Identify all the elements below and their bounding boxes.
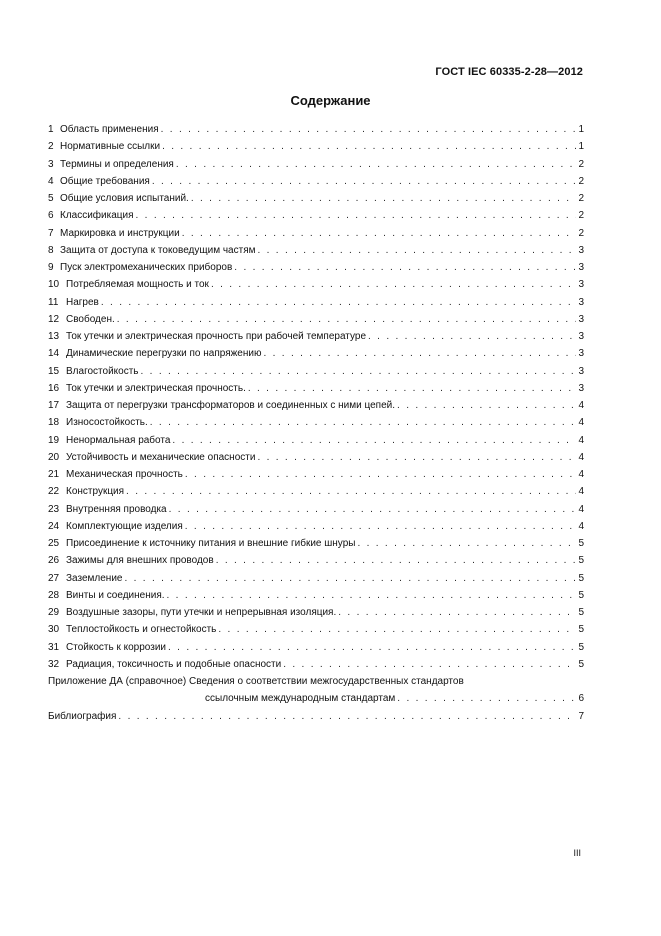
leader-dots [248,380,577,397]
toc-entry-number: 11 [48,296,59,308]
toc-entry-label [48,345,261,362]
toc-entry-label [48,259,232,276]
leader-dots [169,501,577,518]
toc-entry-text: Термины и определения [60,158,174,170]
toc-entry-page-number: 1 [578,124,584,135]
toc-entry-text: Стойкость к коррозии [66,641,166,653]
toc-entry-label [48,656,281,673]
page-number-footer: III [573,848,581,858]
table-of-contents [48,121,584,725]
toc-entry[interactable] [48,432,584,449]
toc-entry-page-number: 5 [578,555,584,567]
leader-dots [185,466,577,483]
toc-entry[interactable] [48,483,584,500]
toc-entry-text: Присоединение к источнику питания и внешние гибкие шнуры [66,538,356,549]
toc-entry-text: Влагостойкость [66,365,139,377]
toc-entry-number: 9 [48,262,54,273]
toc-entry-text: Общие условия испытаний. [60,193,189,204]
toc-entry-page-number: 4 [578,400,584,411]
toc-entry-text: Потребляемая мощность и ток [66,279,209,291]
toc-entry-text: Нагрев [66,296,99,308]
toc-entry-text: Зажимы для внешних проводов [66,555,214,567]
leader-dots [397,690,576,707]
toc-entry[interactable] [48,363,584,380]
toc-entry-page-number: 3 [578,279,584,291]
annex-page-number: 6 [578,693,584,705]
toc-entry-label [48,156,174,173]
toc-entry[interactable] [48,552,584,569]
toc-entry[interactable] [48,173,584,190]
toc-entry-label [48,432,170,449]
toc-entry-number: 1 [48,124,54,135]
toc-entry-page-number: 3 [578,296,584,308]
toc-entry-label [48,466,183,483]
toc-entry[interactable] [48,156,584,173]
toc-entry-number: 17 [48,400,60,411]
toc-entry-number: 25 [48,538,60,549]
leader-dots [152,173,577,190]
toc-entry-page-number: 2 [578,175,584,187]
toc-entry-label [48,535,355,552]
toc-entry[interactable] [48,397,584,414]
toc-entry-label [48,328,366,345]
toc-entry-label [48,311,115,328]
leader-dots [168,639,576,656]
toc-entry-number: 27 [48,572,60,584]
toc-entry-number: 14 [48,348,60,360]
toc-entry-label [48,570,122,587]
toc-entry-page-number: 3 [578,382,584,394]
leader-dots [117,311,577,328]
toc-entry[interactable] [48,380,584,397]
toc-entry-label [48,552,214,569]
toc-entry-number: 22 [48,486,60,498]
leader-dots [172,432,576,449]
toc-entry-label [48,397,395,414]
toc-entry[interactable] [48,225,584,242]
annex-title-line2: ссылочным международным стандартам [205,693,396,705]
toc-entry[interactable] [48,621,584,638]
leader-dots [136,207,577,224]
toc-entry-page-number: 5 [578,641,584,653]
toc-entry[interactable] [48,311,584,328]
toc-entry-page-number: 5 [578,538,584,549]
toc-entry[interactable] [48,414,584,431]
toc-entry-page-number: 4 [578,520,584,532]
toc-entry-text: Ненормальная работа [66,434,171,446]
toc-entry-text: Ток утечки и электрическая прочность при рабочей температуре [66,331,367,342]
leader-dots [101,294,577,311]
toc-entry-text: Защита от доступа к токоведущим частям [60,244,256,256]
leader-dots [182,225,577,242]
toc-annex-entry[interactable] [48,673,584,708]
toc-entry-page-number: 4 [578,486,584,498]
toc-entry-page-number: 3 [578,348,584,360]
toc-entry-number: 5 [48,193,54,204]
toc-entry-number: 21 [48,469,60,480]
toc-entry-label [48,294,99,311]
leader-dots [368,328,576,345]
toc-entry-number: 32 [48,658,60,670]
leader-dots [161,121,577,138]
toc-entry[interactable] [48,242,584,259]
toc-entry-number: 26 [48,555,60,567]
leader-dots [357,535,576,552]
toc-entry-text: Пуск электромеханических приборов [60,262,233,273]
leader-dots [176,156,577,173]
toc-entry-number: 23 [48,503,60,515]
toc-entry-number: 19 [48,434,60,446]
toc-entry-text: Винты и соединения. [66,589,165,601]
toc-entry-text: Общие требования [60,175,150,187]
bibliography-label: Библиография [48,710,117,722]
toc-entry-text: Свободен. [66,313,115,325]
toc-entry-number: 28 [48,589,60,601]
toc-bibliography-entry[interactable] [48,708,584,725]
toc-entries [48,121,584,673]
toc-entry-label [48,173,150,190]
leader-dots [150,414,577,431]
annex-title-line1: Приложение ДА (справочное) Сведения о соответствии межгосударственных стандартов [48,676,464,687]
toc-entry-page-number: 2 [578,227,584,239]
toc-entry-page-number: 2 [578,193,584,204]
toc-entry-label [48,621,216,638]
toc-entry-text: Механическая прочность [66,469,183,480]
toc-entry-label [48,639,166,656]
toc-entry-label [48,138,160,155]
toc-entry[interactable] [48,138,584,155]
toc-entry-text: Защита от перегрузки трансформаторов и соединенных с ними цепей. [66,400,396,411]
toc-entry-page-number: 5 [578,624,584,636]
toc-entry[interactable] [48,207,584,224]
leader-dots [338,604,576,621]
toc-entry-number: 29 [48,607,60,618]
toc-entry-text: Комплектующие изделия [66,520,183,532]
leader-dots [257,242,576,259]
toc-entry-page-number: 3 [578,365,584,377]
toc-entry[interactable] [48,466,584,483]
toc-entry[interactable] [48,656,584,673]
toc-entry[interactable] [48,121,584,138]
toc-entry-text: Внутренняя проводка [66,503,167,515]
toc-entry-text: Устойчивость и механические опасности [66,451,256,463]
toc-entry-label [48,121,159,138]
toc-entry-label [48,225,180,242]
leader-dots [283,656,576,673]
toc-entry-text: Воздушные зазоры, пути утечки и непрерывная изоляция. [66,607,337,618]
toc-entry-text: Радиация, токсичность и подобные опасности [66,658,282,670]
leader-dots [185,518,577,535]
leader-dots [167,587,577,604]
toc-entry-number: 2 [48,141,54,153]
toc-entry-page-number: 3 [578,313,584,325]
leader-dots [162,138,576,155]
toc-entry-page-number: 5 [578,607,584,618]
leader-dots [126,483,576,500]
toc-entry-label [48,363,139,380]
toc-entry-label [48,242,255,259]
toc-entry-number: 31 [48,641,60,653]
toc-entry-page-number: 2 [578,158,584,170]
toc-entry-label [48,414,148,431]
toc-entry-page-number: 5 [578,572,584,584]
leader-dots [218,621,576,638]
leader-dots [216,552,577,569]
toc-entry-text: Ток утечки и электрическая прочность. [66,382,246,394]
toc-entry[interactable] [48,449,584,466]
toc-entry[interactable] [48,570,584,587]
toc-entry-text: Классификация [60,210,134,222]
leader-dots [234,259,576,276]
toc-entry-text: Динамические перегрузки по напряжению [66,348,262,360]
annex-title-line2-row [48,690,584,707]
toc-entry[interactable] [48,259,584,276]
toc-entry[interactable] [48,345,584,362]
toc-entry-number: 8 [48,244,54,256]
leader-dots [263,345,576,362]
toc-entry-page-number: 5 [578,589,584,601]
toc-entry-number: 18 [48,417,60,429]
leader-dots [191,190,577,207]
toc-entry[interactable] [48,535,584,552]
toc-entry-text: Конструкция [66,486,125,498]
toc-entry[interactable] [48,587,584,604]
toc-entry-label [48,190,189,207]
toc-entry[interactable] [48,190,584,207]
toc-entry-text: Область применения [60,124,159,135]
toc-entry[interactable] [48,639,584,656]
toc-entry-label [48,380,246,397]
toc-entry-page-number: 3 [578,244,584,256]
toc-entry-text: Нормативные ссылки [60,141,161,153]
toc-entry[interactable] [48,604,584,621]
toc-entry-label [48,483,124,500]
toc-entry[interactable] [48,501,584,518]
toc-entry-label [48,604,336,621]
leader-dots [397,397,576,414]
toc-entry-label [48,276,209,293]
document-standard-header: ГОСТ IEC 60335-2-28—2012 [435,66,583,78]
toc-entry[interactable] [48,518,584,535]
toc-entry-page-number: 1 [578,141,584,153]
toc-entry-page-number: 2 [578,210,584,222]
toc-entry[interactable] [48,328,584,345]
toc-entry-number: 3 [48,158,54,170]
toc-entry-page-number: 5 [578,658,584,670]
leader-dots [118,708,576,725]
toc-entry[interactable] [48,276,584,293]
toc-entry-page-number: 4 [578,417,584,429]
toc-entry-number: 20 [48,451,60,463]
toc-entry-number: 7 [48,227,54,239]
toc-entry-number: 24 [48,520,60,532]
toc-entry-label [48,587,165,604]
toc-entry-number: 16 [48,382,60,394]
toc-entry-label [48,518,183,535]
toc-entry-text: Маркировка и инструкции [60,227,180,239]
bibliography-page-number: 7 [578,710,584,722]
toc-entry-number: 4 [48,175,54,187]
toc-entry-label [48,449,255,466]
toc-entry-page-number: 3 [578,262,584,273]
toc-entry-text: Износостойкость. [66,417,148,429]
leader-dots [124,570,576,587]
toc-entry-page-number: 4 [578,503,584,515]
toc-entry-page-number: 3 [578,331,584,342]
toc-entry-number: 15 [48,365,60,377]
toc-entry-text: Теплостойкость и огнестойкость [66,624,217,636]
leader-dots [257,449,576,466]
toc-title: Содержание [290,93,371,108]
toc-entry-number: 10 [48,279,60,291]
toc-entry-number: 30 [48,624,60,636]
leader-dots [211,276,577,293]
toc-entry-number: 12 [48,313,60,325]
toc-entry[interactable] [48,294,584,311]
toc-entry-page-number: 4 [578,451,584,463]
toc-entry-page-number: 4 [578,469,584,480]
toc-entry-page-number: 4 [578,434,584,446]
leader-dots [141,363,577,380]
toc-entry-number: 6 [48,210,54,222]
toc-entry-label [48,207,134,224]
toc-entry-label [48,501,167,518]
toc-entry-text: Заземление [66,572,123,584]
toc-entry-number: 13 [48,331,60,342]
